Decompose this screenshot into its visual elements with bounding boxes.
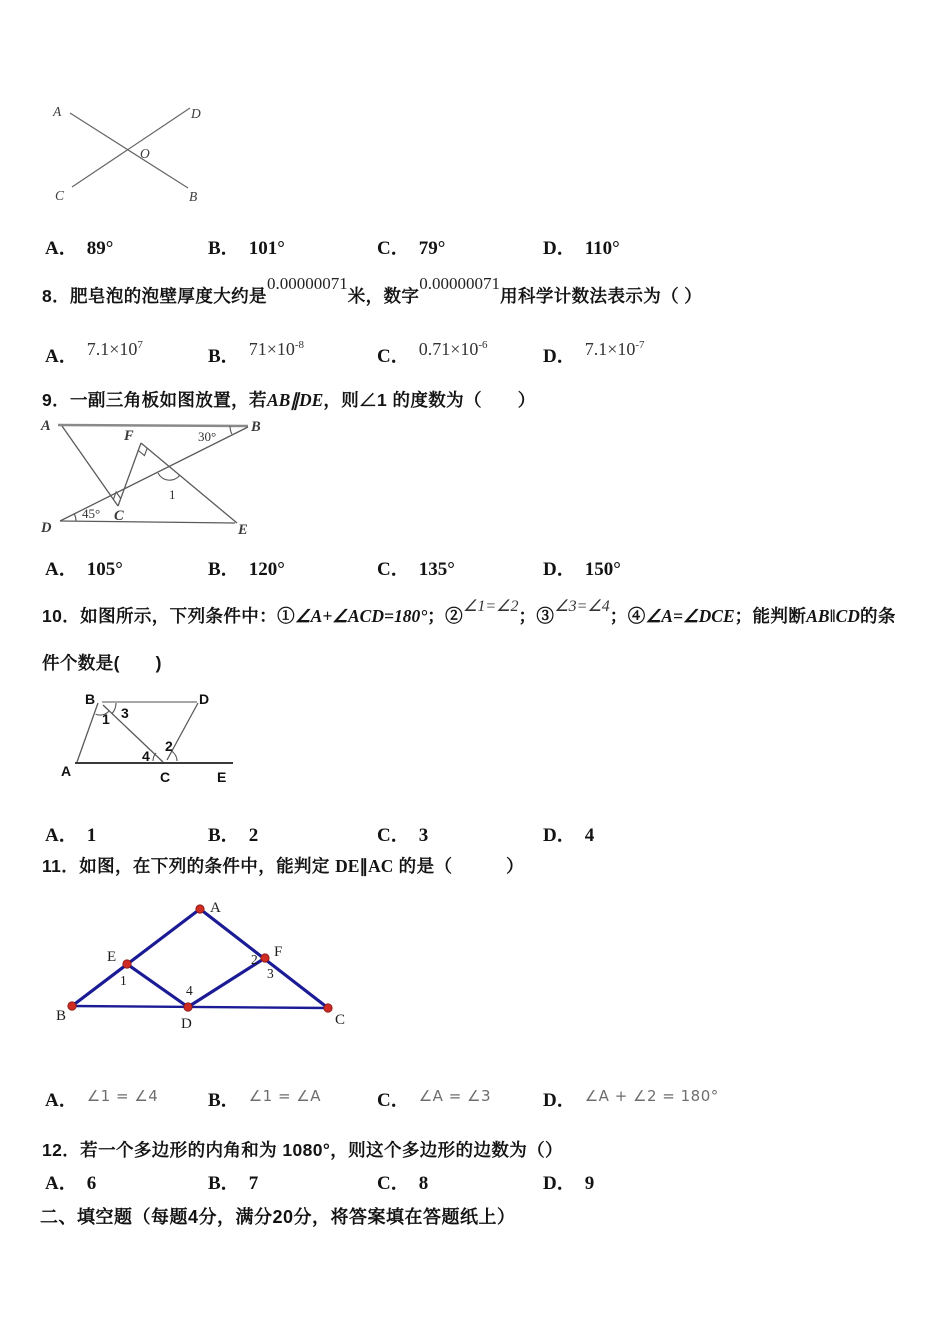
q10-condition-2: ∠1=∠2 — [463, 598, 519, 615]
q12-option-a: A． 6 — [45, 1173, 97, 1194]
line-cd — [72, 108, 190, 187]
angle-label-3: 3 — [267, 966, 274, 981]
line-ed — [127, 964, 188, 1007]
angle-label-3: 3 — [121, 705, 129, 721]
point-label-a: A — [210, 900, 221, 916]
q8-option-a: A． $7.1\times 10^7$ — [45, 339, 143, 367]
q8-option-c: C． $0.71\times 10^{-6}$ — [377, 339, 488, 367]
line-ab — [58, 425, 248, 426]
angle-arc-c4 — [153, 753, 156, 761]
angle-label-4: 4 — [186, 983, 193, 998]
point-label-c: C — [160, 769, 171, 785]
point-label-d: D — [199, 691, 210, 707]
point-label-a: A — [61, 763, 72, 779]
vertex-dot-a — [196, 905, 204, 913]
q10-option-b: B． 2 — [208, 825, 259, 846]
angle-label-1: 1 — [120, 973, 127, 988]
point-label-o: O — [140, 146, 150, 161]
line-fe — [141, 443, 237, 523]
q10-stem-line2: 件个数是( ) — [42, 653, 162, 673]
line-cf — [118, 443, 141, 506]
q10-stem-line1: 10．如图所示，下列条件中：①∠A+∠ACD=180°；②∠1=∠2；③∠3=∠4；④∠A=∠DCE；能判断AB‖CD的条 — [42, 598, 896, 626]
angle-label-1: 1 — [169, 487, 176, 502]
point-label-c: C — [335, 1012, 346, 1028]
vertex-dot-f — [261, 954, 269, 962]
vertex-dot-e — [123, 960, 131, 968]
q8-number-1: 0.00000071 — [266, 274, 348, 293]
q9-option-d: D． 150° — [543, 559, 621, 580]
q8-option-d: D． $7.1\times 10^{-7}$ — [543, 339, 645, 367]
q9-option-b: B． 120° — [208, 559, 285, 580]
angle-arc-30 — [230, 426, 232, 434]
q12-options — [0, 1168, 950, 1196]
q12-stem: 12．若一个多边形的内角和为 1080°，则这个多边形的边数为（） — [42, 1140, 563, 1160]
line-ba — [72, 909, 200, 1006]
angle-label-30: 30° — [198, 429, 217, 444]
point-label-c: C — [55, 188, 65, 203]
q12-option-c: C． 8 — [377, 1173, 429, 1194]
point-label-a: A — [53, 104, 62, 119]
point-label-f: F — [274, 944, 283, 960]
q7-options — [0, 233, 950, 261]
q9-stem: 9．一副三角板如图放置，若AB∥DE，则∠1 的度数为（ ） — [42, 390, 536, 410]
q10-option-c: C． 3 — [377, 825, 429, 846]
point-label-b: B — [189, 189, 198, 204]
angle-label-2: 2 — [251, 952, 258, 967]
angle-label-4: 4 — [142, 748, 150, 764]
q11-stem: 11．如图，在下列的条件中，能判定 DE∥AC 的是（ ） — [42, 856, 524, 876]
q11-option-a: A． ∠1 = ∠4 — [45, 1087, 159, 1111]
q11-option-d: D． ∠A + ∠2 = 180° — [543, 1087, 719, 1111]
point-label-d: D — [191, 106, 201, 121]
q8-stem: 8．肥皂泡的泡壁厚度大约是0.00000071米，数字0.00000071用科学计数法表示为（ ） — [42, 274, 703, 306]
figure-q9-set-squares — [38, 413, 268, 541]
angle-arc-b3 — [112, 703, 116, 714]
point-label-f: F — [124, 428, 134, 444]
q11-options — [0, 1085, 950, 1113]
q7-option-d: D． 110° — [543, 238, 620, 259]
point-label-b: B — [56, 1008, 67, 1024]
point-label-e: E — [238, 522, 248, 538]
q12-option-d: D． 9 — [543, 1173, 595, 1194]
q9-options — [0, 554, 950, 582]
angle-label-45: 45° — [82, 506, 101, 521]
q9-option-a: A． 105° — [45, 559, 123, 580]
angle-arc-45 — [74, 514, 76, 521]
q10-options — [0, 820, 950, 848]
q10-option-d: D． 4 — [543, 825, 595, 846]
angle-label-2: 2 — [165, 738, 173, 754]
q7-option-a: A． 89° — [45, 238, 114, 259]
point-label-c: C — [114, 508, 124, 524]
right-angle-mark-f — [138, 448, 147, 456]
point-label-e: E — [217, 769, 227, 785]
point-label-b: B — [85, 691, 96, 707]
q9-option-c: C． 135° — [377, 559, 455, 580]
q11-option-c: C． ∠A = ∠3 — [377, 1087, 492, 1111]
section2-title: 二、填空题（每题4分，满分20分，将答案填在答题纸上） — [40, 1207, 516, 1227]
q8-option-b: B． $71\times 10^{-8}$ — [208, 339, 305, 367]
q10-condition-3: ∠3=∠4 — [554, 598, 610, 615]
line-de — [60, 521, 235, 523]
point-label-d: D — [181, 1016, 192, 1032]
point-label-b: B — [251, 419, 261, 435]
figure-q7-intersecting-lines — [45, 98, 235, 208]
point-label-d: D — [41, 520, 52, 536]
q7-option-b: B． 101° — [208, 238, 285, 259]
angle-label-1: 1 — [102, 711, 110, 727]
q8-number-2: 0.00000071 — [419, 274, 501, 293]
q8-options — [0, 341, 950, 369]
vertex-dot-c — [324, 1004, 332, 1012]
point-label-e: E — [107, 949, 117, 965]
q10-option-a: A． 1 — [45, 825, 97, 846]
line-ab — [77, 703, 98, 762]
vertex-dot-b — [68, 1002, 76, 1010]
q7-option-c: C． 79° — [377, 238, 446, 259]
line-bc — [72, 1006, 328, 1008]
figure-q11-triangle — [55, 895, 365, 1040]
right-angle-mark-c — [113, 492, 120, 500]
figure-q10-parallel-lines — [55, 688, 250, 788]
q12-option-b: B． 7 — [208, 1173, 259, 1194]
vertex-dot-d — [184, 1003, 192, 1011]
line-ac — [62, 426, 118, 506]
point-label-a: A — [41, 418, 51, 434]
angle-arc-1 — [158, 473, 180, 480]
q11-option-b: B． ∠1 = ∠A — [208, 1087, 321, 1111]
